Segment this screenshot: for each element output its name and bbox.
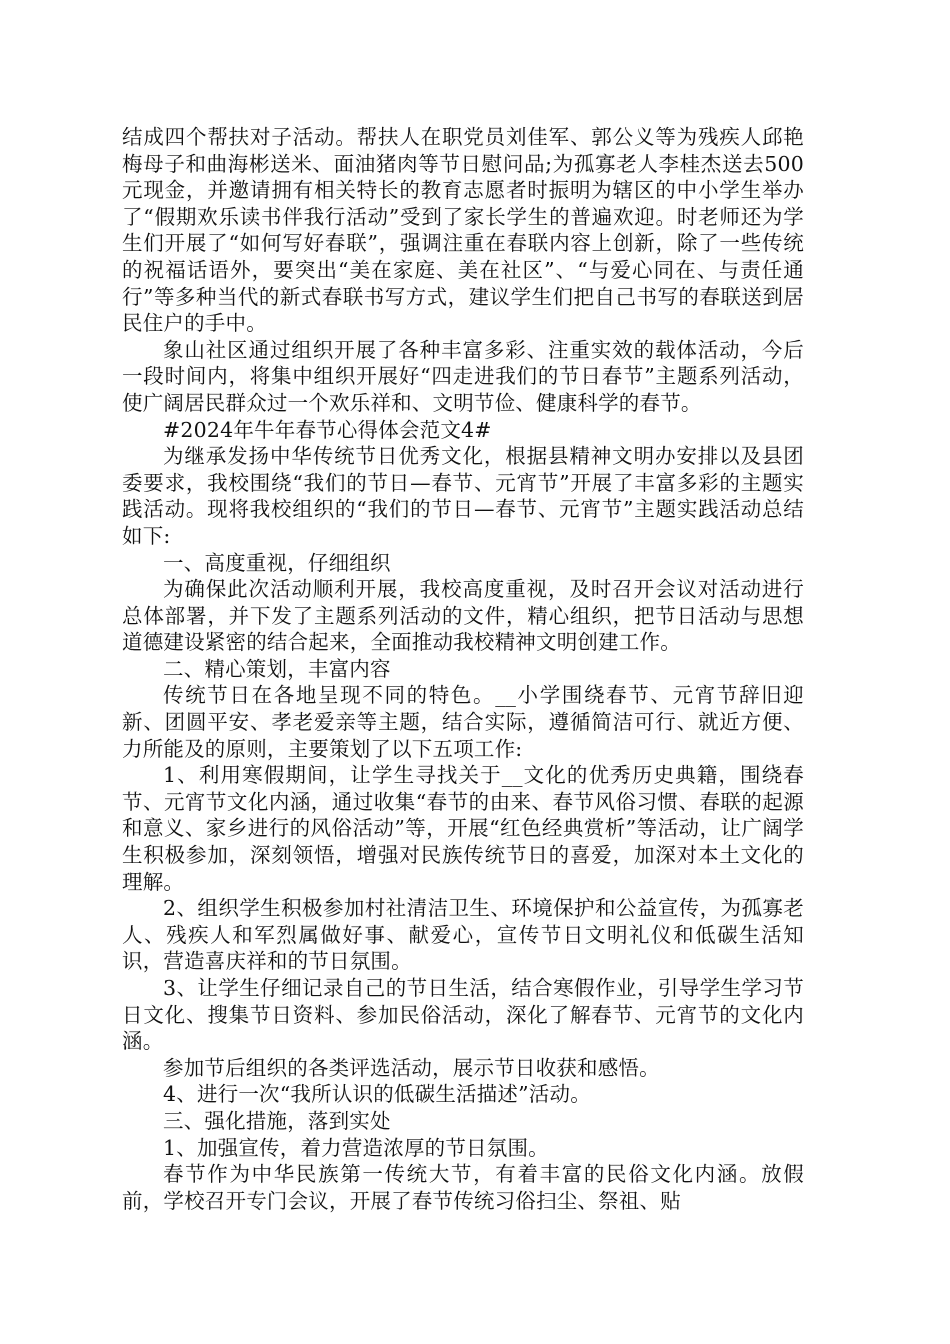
list-item-publicity: 1、加强宣传，着力营造浓厚的节日氛围。 (163, 1135, 549, 1160)
list-item-4: 4、进行一次“我所认识的低碳生活描述”活动。 (163, 1082, 591, 1107)
subheading-attention-organization: 一、高度重视，仔细组织 (163, 550, 391, 575)
list-item-2: 2、组织学生积极参加村社清洁卫生、环境保护和公益宣传，为孤寡老人、残疾人和军烈属做好事、献爱心，宣传节日文明礼仪和低碳生活知识，营造喜庆祥和的节日氛围。 (122, 896, 804, 974)
section-heading-essay-4: #2024年牛年春节心得体会范文4# (163, 417, 492, 442)
list-item-1: 1、利用寒假期间，让学生寻找关于__文化的优秀历史典籍，围绕春节、元宵节文化内涵，通过收集“春节的由来、春节风俗习惯、春联的起源和意义、家乡进行的风俗活动”等，开展“红色经典赏析”等活动，让广阔学生积极参加，深刻领悟，增强对民族传统节日的喜爱，加深对本土文化的理解。 (122, 763, 804, 894)
paragraph-xiangshan-community: 象山社区通过组织开展了各种丰富多彩、注重实效的载体活动，今后一段时间内，将集中组织开展好“四走进我们的节日春节”主题系列活动，使广阔居民群众过一个欢乐祥和、文明节俭、健康科学的春节。 (122, 337, 804, 415)
paragraph-intro: 为继承发扬中华传统节日优秀文化，根据县精神文明办安排以及县团委要求，我校围绕“我们的节日—春节、元宵节”开展了丰富多彩的主题实践活动。现将我校组织的“我们的节日—春节、元宵节”主题实践活动总结如下: (122, 444, 804, 548)
list-item-3: 3、让学生仔细记录自己的节日生活，结合寒假作业，引导学生学习节日文化、搜集节日资料、参加民俗活动，深化了解春节、元宵节的文化内涵。 (122, 976, 804, 1054)
subheading-measures: 三、强化措施，落到实处 (163, 1108, 391, 1133)
paragraph-deployment: 为确保此次活动顺利开展，我校高度重视，及时召开会议对活动进行总体部署，并下发了主题系列活动的文件，精心组织，把节日活动与思想道德建设紧密的结合起来，全面推动我校精神文明创建工作。 (122, 577, 804, 655)
document-body (122, 124, 804, 1214)
subheading-planning-content: 二、精心策划，丰富内容 (163, 656, 391, 681)
paragraph-spring-festival: 春节作为中华民族第一传统大节，有着丰富的民俗文化内涵。放假前，学校召开专门会议，开展了春节传统习俗扫尘、祭祖、贴 (122, 1162, 804, 1213)
paragraph-traditional-festival: 传统节日在各地呈现不同的特色。__小学围绕春节、元宵节辞旧迎新、团圆平安、孝老爱亲等主题，结合实际，遵循简洁可行、就近方便、力所能及的原则，主要策划了以下五项工作: (122, 683, 804, 761)
paragraph-continued-activities: 结成四个帮扶对子活动。帮扶人在职党员刘佳军、郭公义等为残疾人邱艳梅母子和曲海彬送米、面油猪肉等节日慰问品;为孤寡老人李桂杰送去500元现金，并邀请拥有相关特长的教育志愿者时振明为辖区的中小学生举办了“假期欢乐读书伴我行活动”受到了家长学生的普遍欢迎。时老师还为学生们开展了“如何写好春联”，强调注重在春联内容上创新，除了一些传统的祝福话语外，要突出“美在家庭、美在社区”、“与爱心同在、与责任通行”等多种当代的新式春联书写方式，建议学生们把自己书写的春联送到居民住户的手中。 (122, 125, 804, 336)
paragraph-evaluation: 参加节后组织的各类评选活动，展示节日收获和感悟。 (163, 1055, 660, 1080)
